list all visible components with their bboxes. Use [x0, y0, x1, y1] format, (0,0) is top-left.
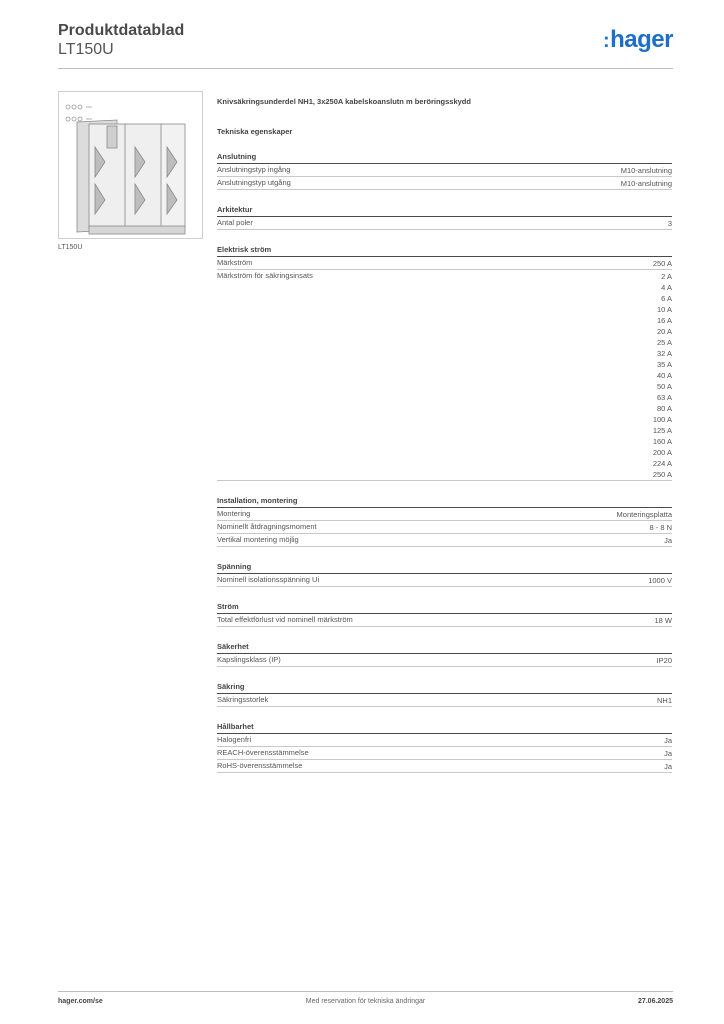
spec-values	[617, 509, 672, 520]
spec-value: Ja	[664, 761, 672, 771]
spec-values	[664, 735, 672, 746]
spec-label: Märkström	[217, 257, 253, 267]
product-code: LT150U	[58, 41, 114, 58]
spec-row	[217, 654, 672, 667]
spec-row	[217, 614, 672, 627]
spec-label: Halogenfri	[217, 734, 252, 744]
spec-group	[217, 245, 672, 481]
spec-row	[217, 217, 672, 230]
spec-value: 250 A	[652, 469, 672, 479]
fuse-base-illustration	[59, 92, 202, 238]
page-header	[58, 20, 673, 68]
spec-value: 100 A	[652, 414, 672, 424]
spec-value: 3	[667, 218, 672, 228]
spec-group-title: Anslutning	[217, 152, 672, 164]
spec-label: REACH-överensstämmelse	[217, 747, 309, 757]
spec-value: Ja	[664, 535, 672, 545]
footer-note: Med reservation för tekniska ändringar	[305, 998, 426, 1005]
spec-value: 25 A	[656, 337, 672, 347]
spec-value: 1000 V	[648, 575, 672, 585]
spec-value: NH1	[656, 695, 672, 705]
footer-date: 27.06.2025	[637, 998, 673, 1005]
spec-group-title: Säkerhet	[217, 642, 672, 654]
spec-value: 16 A	[656, 315, 672, 325]
spec-value: 63 A	[656, 392, 672, 402]
product-caption: LT150U	[58, 244, 83, 251]
spec-value: 200 A	[652, 447, 672, 457]
footer-divider	[58, 991, 673, 992]
spec-group	[217, 205, 672, 230]
spec-values	[664, 761, 672, 772]
spec-value: 35 A	[656, 359, 672, 369]
spec-values	[653, 258, 672, 269]
spec-group	[217, 562, 672, 587]
spec-group	[217, 152, 672, 190]
spec-values	[648, 575, 672, 586]
header-divider	[58, 68, 673, 69]
spec-value: 50 A	[656, 381, 672, 391]
spec-label: Nominell isolationsspänning Ui	[217, 574, 320, 584]
spec-values	[653, 271, 672, 480]
spec-group	[217, 602, 672, 627]
spec-content	[217, 97, 672, 773]
spec-value: 4 A	[661, 282, 672, 292]
spec-group	[217, 496, 672, 547]
spec-row	[217, 508, 672, 521]
spec-group-title: Installation, montering	[217, 496, 672, 508]
spec-row	[217, 257, 672, 270]
spec-row	[217, 574, 672, 587]
spec-row	[217, 521, 672, 534]
spec-value: 125 A	[652, 425, 672, 435]
hager-logo	[603, 26, 673, 54]
spec-value: 160 A	[652, 436, 672, 446]
spec-row	[217, 164, 672, 177]
spec-label: Montering	[217, 508, 251, 518]
spec-label: Total effektförlust vid nominell märkström	[217, 614, 353, 624]
spec-label: Anslutningstyp utgång	[217, 177, 291, 187]
spec-value: 8 - 8 N	[649, 522, 672, 532]
spec-label: Antal poler	[217, 217, 253, 227]
spec-group-title: Ström	[217, 602, 672, 614]
spec-group-title: Elektrisk ström	[217, 245, 672, 257]
spec-label: RoHS-överensstämmelse	[217, 760, 303, 770]
spec-label: Kapslingsklass (IP)	[217, 654, 281, 664]
spec-group	[217, 642, 672, 667]
page-title: Produktdatablad	[58, 22, 185, 39]
spec-value: 2 A	[661, 271, 672, 281]
spec-values	[664, 535, 672, 546]
spec-value: M10-anslutning	[620, 178, 672, 188]
spec-value: 20 A	[656, 326, 672, 336]
spec-value: Ja	[664, 735, 672, 745]
spec-value: 80 A	[656, 403, 672, 413]
spec-group-title: Spänning	[217, 562, 672, 574]
spec-value: 6 A	[661, 293, 672, 303]
spec-value: 40 A	[656, 370, 672, 380]
spec-row	[217, 747, 672, 760]
product-description: Knivsäkringsunderdel NH1, 3x250A kabelskoanslutn m beröringsskydd	[217, 97, 471, 106]
spec-group	[217, 682, 672, 707]
spec-values	[664, 748, 672, 759]
spec-values	[621, 165, 672, 176]
spec-group-title: Arkitektur	[217, 205, 672, 217]
logo-text: hager	[610, 26, 673, 53]
spec-value: M10-anslutning	[620, 165, 672, 175]
spec-value: Ja	[664, 748, 672, 758]
spec-value: 32 A	[656, 348, 672, 358]
section-label: Tekniska egenskaper	[217, 127, 293, 136]
logo-dots-icon: :	[602, 30, 610, 52]
spec-label: Säkringsstorlek	[217, 694, 269, 704]
spec-value: IP20	[656, 655, 672, 665]
spec-row	[217, 177, 672, 190]
spec-values	[668, 218, 672, 229]
spec-label: Nominellt åtdragningsmoment	[217, 521, 317, 531]
spec-values	[654, 615, 672, 626]
spec-label: Vertikal montering möjlig	[217, 534, 299, 544]
spec-values	[621, 178, 672, 189]
spec-value: 10 A	[656, 304, 672, 314]
spec-row	[217, 694, 672, 707]
spec-group-title: Säkring	[217, 682, 672, 694]
spec-value: 224 A	[652, 458, 672, 468]
spec-group	[217, 722, 672, 773]
spec-values	[649, 522, 672, 533]
spec-row	[217, 534, 672, 547]
spec-row	[217, 734, 672, 747]
spec-label: Anslutningstyp ingång	[217, 164, 291, 174]
spec-values	[657, 655, 672, 666]
spec-value: 250 A	[652, 258, 672, 268]
spec-group-title: Hållbarhet	[217, 722, 672, 734]
spec-values	[657, 695, 672, 706]
spec-groups	[217, 152, 672, 773]
spec-row	[217, 270, 672, 481]
spec-row	[217, 760, 672, 773]
spec-label: Märkström för säkringsinsats	[217, 270, 313, 280]
spec-value: 18 W	[654, 615, 672, 625]
product-image	[58, 91, 203, 239]
spec-value: Monteringsplatta	[616, 509, 672, 519]
footer-website: hager.com/se	[58, 998, 103, 1005]
